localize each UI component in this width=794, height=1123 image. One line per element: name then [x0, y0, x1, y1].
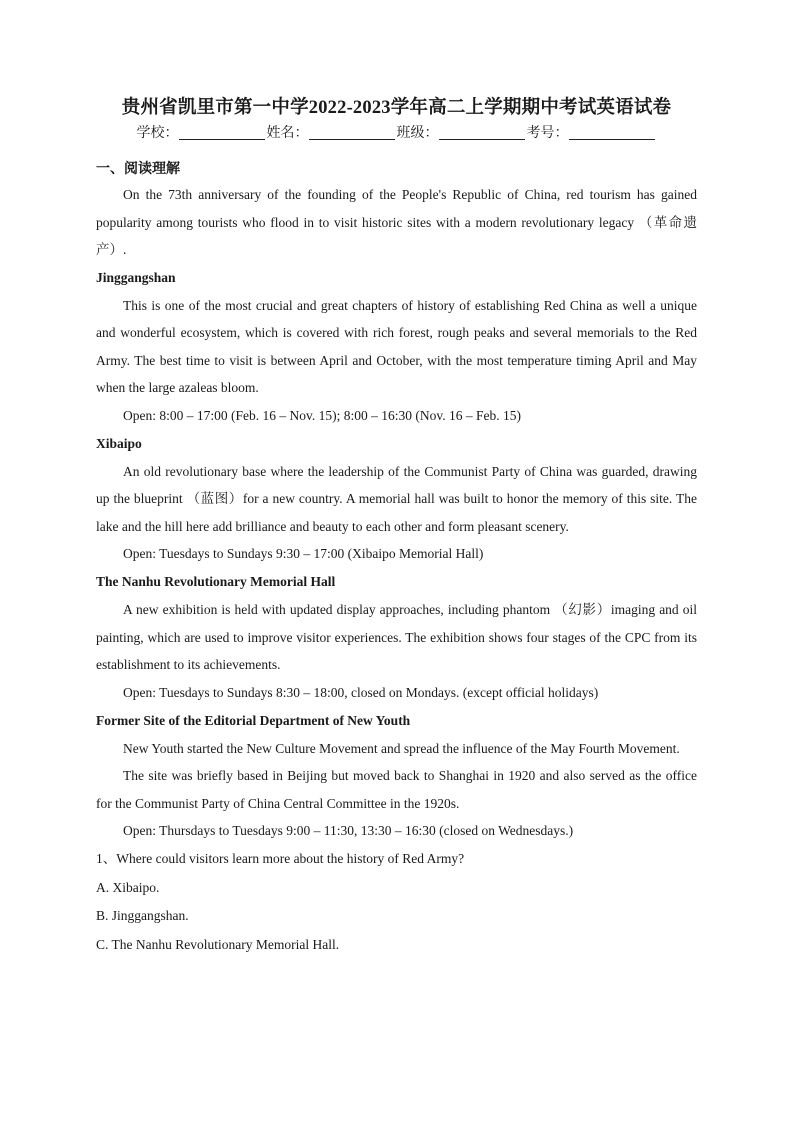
name-field[interactable] [309, 125, 395, 140]
place-heading-nanhu: The Nanhu Revolutionary Memorial Hall [96, 574, 336, 589]
place-paragraph: New Youth started the New Culture Movement and spread the influence of the May Fourth Movement. [123, 740, 680, 756]
student-info-line [96, 123, 697, 145]
exam-number-field[interactable] [569, 125, 655, 140]
opening-hours: Open: Tuesdays to Sundays 9:30 – 17:00 (Xibaipo Memorial Hall) [123, 546, 484, 561]
exam-number-label: 考号： [526, 126, 569, 141]
place-paragraph: The site was briefly based in Beijing but moved back to Shanghai in 1920 and also served as the office for the Communist Party of China Central Committee in the 1920s. [96, 768, 697, 811]
place-heading-new-youth: Former Site of the Editorial Department of New Youth [96, 712, 411, 728]
opening-hours: Open: Tuesdays to Sundays 8:30 – 18:00, closed on Mondays. (except official holidays) [123, 684, 599, 700]
opening-hours: Open: 8:00 – 17:00 (Feb. 16 – Nov. 15); 8:00 – 16:30 (Nov. 16 – Feb. 15) [123, 407, 521, 423]
answer-option-c[interactable]: C. The Nanhu Revolutionary Memorial Hall. [96, 936, 340, 952]
place-paragraph: A new exhibition is held with updated display approaches, including phantom （幻影）imaging and oil painting, which are used to improve visitor experiences. The exhibition shows four stages of the CPC from its establishment to its achievements. [96, 602, 697, 672]
place-paragraph: An old revolutionary base where the leadership of the Communist Party of China was guarded, drawing up the blueprint （蓝图）for a new country. A memorial hall was built to honor the memory of this site. The lake and the hill here add brilliance and beauty to each other and form pleasant scenery. [96, 463, 697, 534]
name-label: 姓名： [266, 126, 309, 141]
document-page [96, 96, 697, 959]
opening-hours: Open: Thursdays to Tuesdays 9:00 – 11:30, 13:30 – 16:30 (closed on Wednesdays.) [123, 823, 574, 838]
answer-option-a[interactable]: A. Xibaipo. [96, 879, 160, 895]
section-heading: 一、阅读理解 [96, 162, 180, 177]
intro-paragraph: On the 73th anniversary of the founding of the People's Republic of China, red tourism has gained popularity among tourists who flood in to visit historic sites with a modern revolutionary legacy （革命遗产）. [96, 187, 697, 257]
place-paragraph: This is one of the most crucial and great chapters of history of establishing Red China as well a unique and wonderful ecosystem, which is covered with rich forest, rough peaks and several memorials to the Red Army. The best time to visit is between April and October, with the most temperature timing April and May when the large azaleas bloom. [96, 297, 697, 395]
school-field[interactable] [179, 125, 265, 140]
place-heading-xibaipo: Xibaipo [96, 435, 142, 451]
place-heading-jinggangshan: Jinggangshan [96, 269, 176, 285]
school-label: 学校： [136, 126, 179, 141]
class-field[interactable] [439, 125, 525, 140]
answer-option-b[interactable]: B. Jinggangshan. [96, 908, 189, 923]
page-title: 贵州省凯里市第一中学2022-2023学年高二上学期期中考试英语试卷 [121, 98, 672, 118]
class-label: 班级： [396, 126, 439, 141]
question-1: 1、Where could visitors learn more about the history of Red Army? [96, 851, 465, 866]
